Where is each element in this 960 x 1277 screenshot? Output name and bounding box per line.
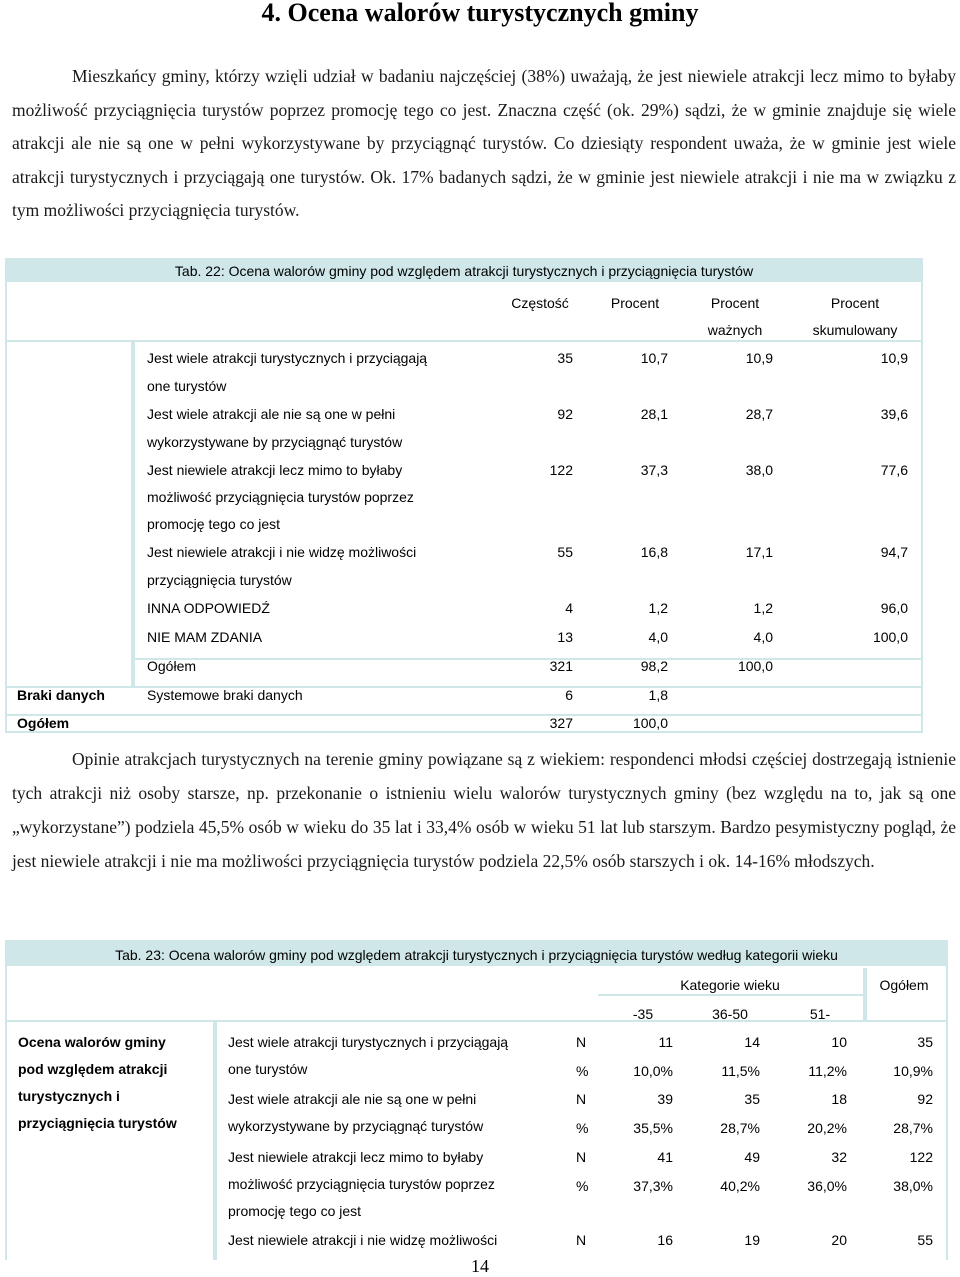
table-cell-p: 28,1 (640, 406, 668, 422)
table-cell-pw: 1,2 (753, 600, 773, 616)
table-cell: 37,3% (633, 1178, 673, 1194)
table-22-title: Tab. 22: Ocena walorów gminy pod względem atrakcji turystycznych i przyciągnięcia turystów (5, 258, 923, 282)
table-row-label: promocję tego co jest (228, 1203, 362, 1219)
header-ogolem: Ogółem (879, 977, 929, 993)
table-row-label: Jest wiele atrakcji ale nie są one w pełni (228, 1091, 477, 1107)
table-cell: 40,2% (720, 1178, 760, 1194)
table-row-label: Jest niewiele atrakcji lecz mimo to byłaby (147, 462, 403, 478)
header-procent-skumulowany-2: skumulowany (812, 322, 898, 338)
table-cell: 10 (831, 1034, 847, 1050)
table-cell-ps: 77,6 (880, 462, 908, 478)
total-label: Ogółem (17, 715, 70, 731)
table-cell-ps: 39,6 (880, 406, 908, 422)
header-age-35: -35 (632, 1006, 654, 1022)
table-cell: 39 (657, 1091, 673, 1107)
intro-paragraph (12, 60, 956, 228)
table-22-outer-border (5, 258, 923, 733)
page-number: 14 (471, 1256, 489, 1276)
table-cell: N (576, 1091, 587, 1107)
table-row-label: możliwość przyciągnięcia turystów poprzez (228, 1176, 495, 1192)
table-cell: 92 (917, 1091, 933, 1107)
table-cell: N (576, 1232, 587, 1248)
table-row-label: NIE MAM ZDANIA (147, 629, 263, 645)
table-row-label: Jest wiele atrakcji turystycznych i przyciągają (147, 350, 428, 366)
intro-paragraph-text: Mieszkańcy gminy, którzy wzięli udział w badaniu najczęściej (38%) uważają, że jest niewiele atrakcji lecz mimo to byłaby możliwość przyciągnięcia turystów poprzez promocję tego co jest. Znaczna część (ok. 29%) sądzi, że w gminie znajduje się wiele atrakcji ale nie są one w pełni wykorzystywane by przyciągnąć turystów. Co dziesiąty respondent uważa, że w gminie jest wiele atrakcji turystycznych i przyciągają one turystów. Ok. 17% badanych sądzi, że w gminie jest niewiele atrakcji i nie ma w związku z tym możliwości przyciągnięcia turystów. (12, 66, 956, 220)
table-row-label: one turystów (228, 1061, 308, 1077)
table-cell: 38,0% (893, 1178, 933, 1194)
table-cell-n: 321 (549, 658, 573, 674)
table-row-label: wykorzystywane by przyciągnąć turystów (147, 434, 403, 450)
table-cell-ps: 94,7 (880, 544, 908, 560)
total-p: 100,0 (632, 715, 668, 731)
table-cell-p: 1,2 (648, 600, 668, 616)
table-cell-n: 122 (549, 462, 573, 478)
age-paragraph-text: Opinie atrakcjach turystycznych na terenie gminy powiązane są z wiekiem: respondenci młodsi częściej dostrzegają istnienie tych atrakcji niż osoby starsze, np. przekonanie o istnieniu wielu walorów turystycznych gminy (bez względu na to, jak są one „wykorzystane”) podziela 45,5% osób w wieku do 35 lat i 33,4% osób w wieku 51 lat lub starszym. Bardzo pesymistyczny pogląd, że jest niewiele atrakcji i nie ma możliwości przyciągnięcia turystów podziela 22,5% osób starszych i ok. 14-16% młodszych. (12, 749, 956, 871)
table-cell-p: 10,7 (640, 350, 668, 366)
table-cell: N (576, 1034, 587, 1050)
header-czestosc: Częstość (511, 295, 569, 311)
braki-danych-p: 1,8 (648, 687, 668, 703)
header-procent-skumulowany: Procent (830, 295, 880, 311)
table-cell-ps: 100,0 (872, 629, 908, 645)
table-cell-ps: 96,0 (880, 600, 908, 616)
side-label: przyciągnięcia turystów (18, 1115, 177, 1131)
table-cell: % (576, 1120, 589, 1136)
braki-danych-label: Braki danych (17, 687, 105, 703)
table-cell: % (576, 1063, 589, 1079)
table-cell-pw: 38,0 (745, 462, 773, 478)
header-procent-waznych-2: ważnych (707, 322, 763, 338)
braki-danych-n: 6 (565, 687, 573, 703)
table-cell: 122 (909, 1149, 933, 1165)
table-cell: 16 (657, 1232, 673, 1248)
table-cell-pw: 100,0 (737, 658, 773, 674)
table-cell: 18 (831, 1091, 847, 1107)
table-cell: 11,5% (721, 1063, 760, 1079)
table-cell-p: 4,0 (648, 629, 668, 645)
header-kategorie-wieku: Kategorie wieku (680, 977, 780, 993)
table-23 (5, 940, 948, 1260)
table-cell-p: 98,2 (640, 658, 668, 674)
header-age-36-50: 36-50 (712, 1006, 748, 1022)
braki-danych-row-label: Systemowe braki danych (147, 687, 303, 703)
side-label: Ocena walorów gminy (18, 1034, 166, 1050)
table-row-label: Jest niewiele atrakcji i nie widzę możliwości (147, 544, 417, 560)
table-cell: 14 (744, 1034, 760, 1050)
age-paragraph (12, 742, 956, 878)
table-cell: 36,0% (807, 1178, 847, 1194)
side-label: turystycznych i (18, 1088, 120, 1104)
table-row-label: Jest wiele atrakcji turystycznych i przyciągają (228, 1034, 509, 1050)
table-cell: 49 (744, 1149, 760, 1165)
table-row-label: promocję tego co jest (147, 516, 281, 532)
table-cell: 35 (917, 1034, 933, 1050)
table-cell-n: 35 (557, 350, 573, 366)
table-cell: 28,7% (720, 1120, 760, 1136)
table-row-label: one turystów (147, 378, 227, 394)
table-row-label: INNA ODPOWIEDŹ (147, 600, 270, 616)
table-22 (5, 258, 923, 733)
table-cell-n: 92 (557, 406, 573, 422)
table-cell-p: 37,3 (640, 462, 668, 478)
table-cell-pw: 10,9 (745, 350, 773, 366)
table-cell: 20 (831, 1232, 847, 1248)
table-cell: 55 (917, 1232, 933, 1248)
table-cell: 19 (744, 1232, 760, 1248)
table-cell-n: 55 (557, 544, 573, 560)
table-cell: 35,5% (633, 1120, 673, 1136)
table-cell-n: 13 (557, 629, 573, 645)
header-procent-waznych: Procent (710, 295, 760, 311)
table-cell: 11,2% (808, 1063, 847, 1079)
table-row-label: przyciągnięcia turystów (147, 572, 292, 588)
table-cell-pw: 4,0 (753, 629, 773, 645)
table-cell-p: 16,8 (640, 544, 668, 560)
header-procent: Procent (610, 295, 660, 311)
table-cell-pw: 28,7 (745, 406, 773, 422)
table-row-label: Ogółem (147, 658, 197, 674)
table-row-label: Jest wiele atrakcji ale nie są one w pełni (147, 406, 396, 422)
table-cell: 32 (831, 1149, 847, 1165)
table-cell: 41 (657, 1149, 673, 1165)
section-heading: 4. Ocena walorów turystycznych gminy (261, 0, 699, 27)
header-age-51: 51- (809, 1006, 831, 1022)
table-23-title: Tab. 23: Ocena walorów gminy pod względem atrakcji turystycznych i przyciągnięcia turystów według kategorii wieku (5, 940, 948, 966)
table-row-label: możliwość przyciągnięcia turystów poprzez (147, 489, 414, 505)
table-cell: N (576, 1149, 587, 1165)
table-cell: 20,2% (807, 1120, 847, 1136)
table-row-label: wykorzystywane by przyciągnąć turystów (228, 1118, 484, 1134)
table-row-label: Jest niewiele atrakcji lecz mimo to byłaby (228, 1149, 484, 1165)
table-cell-n: 4 (565, 600, 573, 616)
table-row-label: Jest niewiele atrakcji i nie widzę możliwości (228, 1232, 498, 1248)
table-cell: 28,7% (893, 1120, 933, 1136)
table-cell: 11 (658, 1034, 673, 1050)
table-cell-pw: 17,1 (745, 544, 773, 560)
table-cell-ps: 10,9 (880, 350, 908, 366)
table-cell: % (576, 1178, 589, 1194)
table-cell: 35 (744, 1091, 760, 1107)
table-cell: 10,9% (893, 1063, 933, 1079)
table-cell: 10,0% (633, 1063, 673, 1079)
total-n: 327 (549, 715, 573, 731)
side-label: pod względem atrakcji (18, 1061, 168, 1077)
